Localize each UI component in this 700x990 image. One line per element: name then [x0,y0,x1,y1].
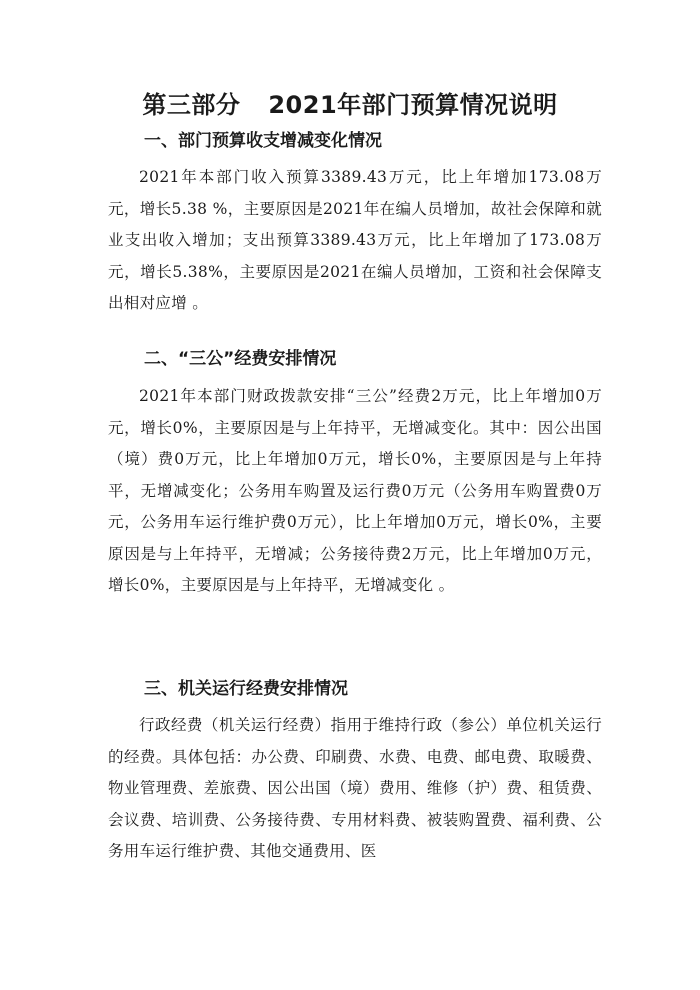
section-heading-2: 二、“三公”经费安排情况 [144,349,337,369]
title-main: 2021年部门预算情况说明 [268,91,558,119]
section-heading-1: 一、部门预算收支增减变化情况 [144,131,382,151]
title-part: 第三部分 [142,91,241,119]
page-title [0,88,700,122]
section-heading-3: 三、机关运行经费安排情况 [144,679,348,699]
section-paragraph-2: 2021年本部门财政拨款安排“三公”经费2万元，比上年增加0万元，增长0%，主要原因是与上年持平，无增减变化。其中：因公出国（境）费0万元，比上年增加0万元，增长0%，主要原因是与上年持平，无增减变化；公务用车购置及运行费0万元（公务用车购置费0万元，公务用车运行维护费0万元），比上年增加0万元，增长0%，主要原因是与上年持平，无增减；公务接待费2万元，比上年增加0万元，增长0%，主要原因是与上年持平，无增减变化 。 [108,387,602,594]
section-paragraph-3: 行政经费（机关运行经费）指用于维持行政（参公）单位机关运行的经费。具体包括：办公费、印刷费、水费、电费、邮电费、取暖费、物业管理费、差旅费、因公出国（境）费用、维修（护）费、租赁费、会议费、培训费、公务接待费、专用材料费、被装购置费、福利费、公务用车运行维护费、其他交通费用、医 [108,716,602,860]
section-paragraph-1: 2021年本部门收入预算3389.43万元，比上年增加173.08万元，增长5.38 %，主要原因是2021年在编人员增加，故社会保障和就业支出收入增加；支出预算3389.43万元，比上年增加了173.08万元，增长5.38%，主要原因是2021在编人员增加，工资和社会保障支出相对应增 。 [108,168,602,312]
